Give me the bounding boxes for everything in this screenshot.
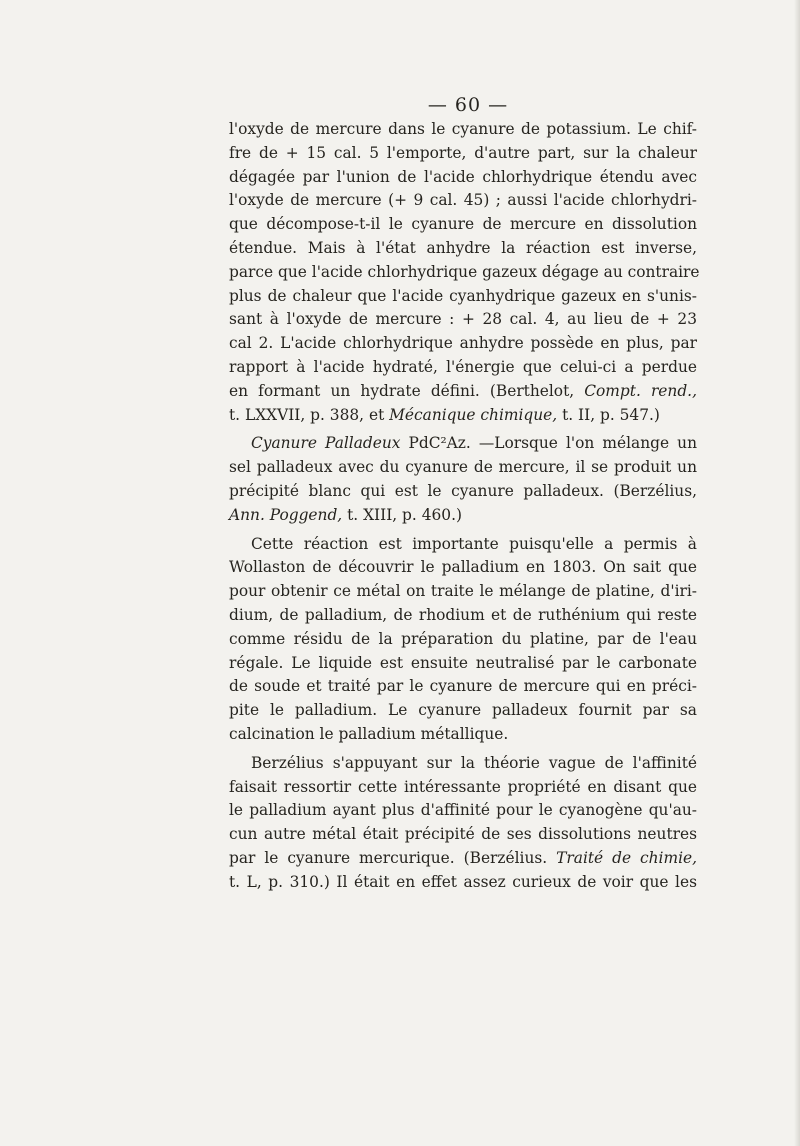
line-text: fre de + 15 cal. 5 l'emporte, d'autre part, sur la chaleur (229, 143, 697, 162)
text-line (229, 533, 697, 557)
text-line (229, 432, 697, 456)
text-line (229, 675, 697, 699)
italic-text: Ann. Poggend, (229, 505, 343, 524)
text-line (229, 580, 697, 604)
line-text: parce que l'acide chlorhydrique gazeux dégage au contraire (229, 262, 700, 281)
line-text: plus de chaleur que l'acide cyanhydrique gazeux en s'unis- (229, 286, 697, 305)
text-line (229, 380, 697, 404)
text-line (229, 213, 697, 237)
italic-text: Mécanique chimique, (389, 405, 558, 424)
line-text: PdC²Az. —Lorsque l'on mélange un (408, 434, 697, 453)
line-text: de soude et traité par le cyanure de mercure qui en préci- (229, 677, 697, 696)
line-text: sel palladeux avec du cyanure de mercure, il se produit un (229, 458, 697, 477)
line-text: par le cyanure mercurique. (Berzélius. (229, 848, 548, 867)
text-line (229, 776, 697, 800)
text-line (229, 628, 697, 652)
italic-text: Compt. rend., (584, 381, 697, 400)
line-text: t. LXXVII, p. 388, et (229, 405, 385, 424)
text-line (229, 604, 697, 628)
text-line (229, 504, 697, 528)
line-text: faisait ressortir cette intéressante propriété en disant que (229, 777, 697, 796)
line-text: cal 2. L'acide chlorhydrique anhydre possède en plus, par (229, 334, 697, 353)
text-line (229, 285, 697, 309)
text-line (229, 261, 700, 285)
line-text: comme résidu de la préparation du platine, par de l'eau (229, 629, 697, 648)
line-text: rapport à l'acide hydraté, l'énergie que celui-ci a perdue (229, 357, 697, 376)
line-text: régale. Le liquide est ensuite neutralisé par le carbonate (229, 653, 697, 672)
text-line (229, 652, 697, 676)
line-text: le palladium ayant plus d'affinité pour le cyanogène qu'au- (229, 801, 697, 820)
line-text: cun autre métal était précipité de ses dissolutions neutres (229, 825, 697, 844)
text-line (229, 847, 697, 871)
line-text: que décompose-t-il le cyanure de mercure en dissolution (229, 215, 697, 234)
text-line (229, 356, 697, 380)
line-text: dégagée par l'union de l'acide chlorhydrique étendu avec (229, 167, 697, 186)
line-text: Cette réaction est importante puisqu'elle a permis à (251, 534, 697, 553)
line-text: t. II, p. 547.) (562, 405, 660, 424)
line-text: Berzélius s'appuyant sur la théorie vague de l'affinité (251, 753, 697, 772)
text-line (229, 142, 697, 166)
text-line (229, 404, 697, 428)
line-text: précipité blanc qui est le cyanure palladeux. (Berzélius, (229, 481, 697, 500)
text-line (229, 332, 697, 356)
text-line (229, 480, 697, 504)
body-text (229, 118, 700, 895)
page-edge-shadow (794, 0, 800, 1146)
line-text: l'oxyde de mercure dans le cyanure de potassium. Le chif- (229, 120, 697, 138)
text-line (229, 556, 697, 580)
text-line (229, 723, 697, 747)
text-line (229, 189, 697, 213)
text-line (229, 308, 697, 332)
text-line (229, 118, 697, 142)
line-text: étendue. Mais à l'état anhydre la réaction est inverse, (229, 238, 697, 257)
text-line (229, 237, 697, 261)
text-line (229, 799, 697, 823)
text-line (229, 166, 697, 190)
italic-text: Traité de chimie, (556, 848, 697, 867)
text-line (229, 823, 697, 847)
line-text: t. L, p. 310.) Il était en effet assez curieux de voir que les (229, 872, 697, 891)
line-text: l'oxyde de mercure (+ 9 cal. 45) ; aussi l'acide chlorhydri- (229, 191, 697, 210)
page-number: — 60 — (427, 94, 509, 116)
line-text: sant à l'oxyde de mercure : + 28 cal. 4, au lieu de + 23 (229, 310, 697, 329)
line-text: en formant un hydrate défini. (Berthelot, (229, 381, 575, 400)
text-line (229, 752, 697, 776)
line-text: pite le palladium. Le cyanure palladeux fournit par sa (229, 701, 697, 720)
text-line (229, 456, 697, 480)
line-text: dium, de palladium, de rhodium et de ruthénium qui reste (229, 605, 697, 624)
line-text: t. XIII, p. 460.) (347, 505, 462, 524)
line-text: calcination le palladium métallique. (229, 724, 509, 743)
italic-text: Cyanure Palladeux (251, 434, 401, 453)
text-line (229, 699, 697, 723)
line-text: pour obtenir ce métal on traite le mélange de platine, d'iri- (229, 582, 697, 601)
text-line (229, 871, 697, 895)
line-text: Wollaston de découvrir le palladium en 1803. On sait que (229, 558, 697, 577)
